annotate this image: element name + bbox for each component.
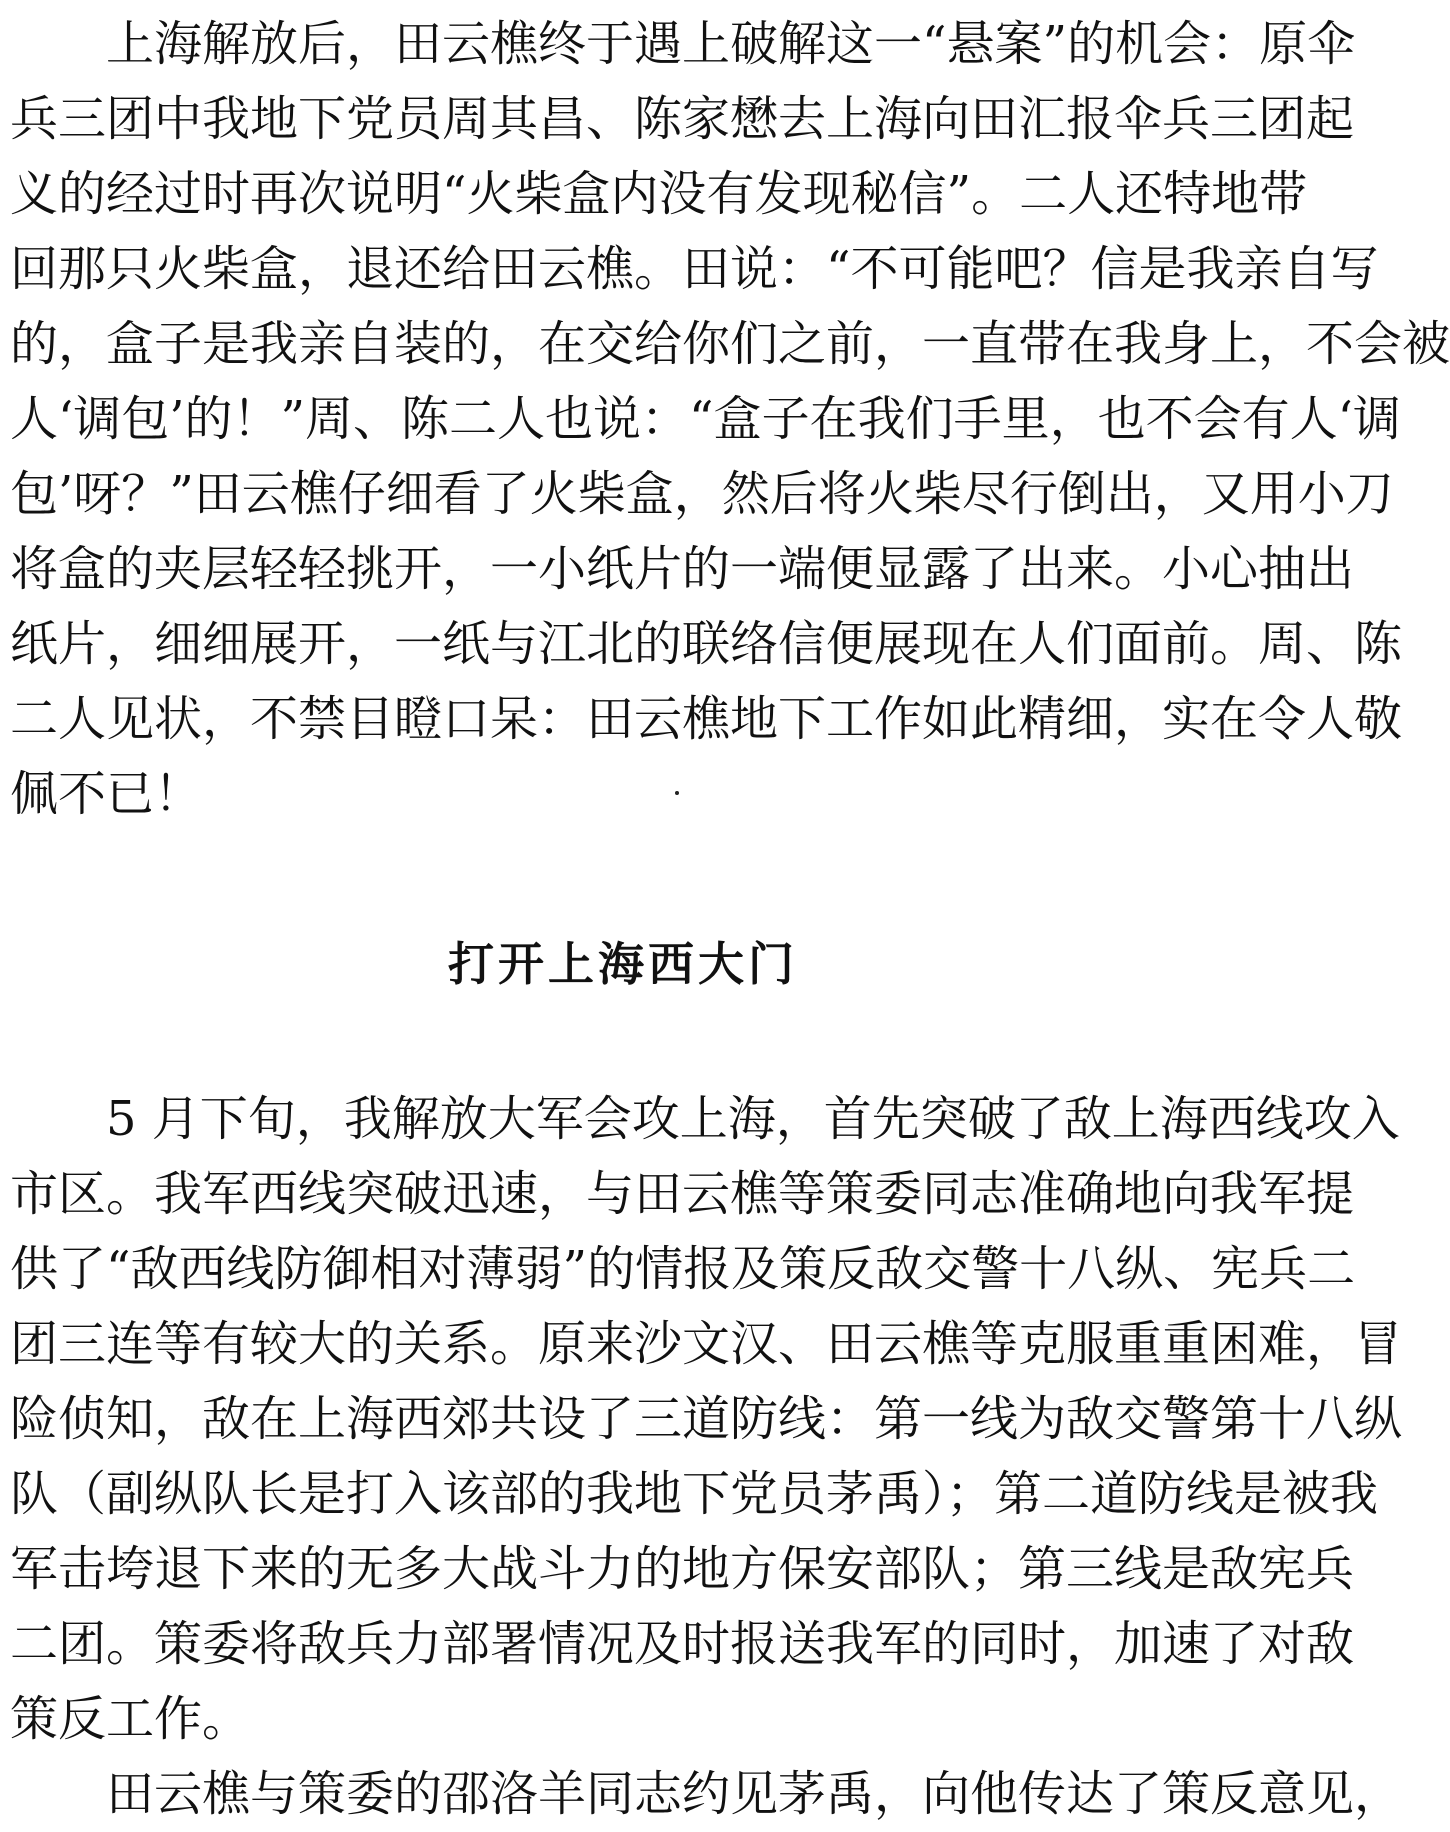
text-line: 人‘调包’的！”周、陈二人也说：“盒子在我们手里，也不会有人‘调 (10, 391, 1401, 447)
text-line: 策反工作。 (10, 1691, 251, 1747)
text-line: 队（副纵队长是打入该部的我地下党员茅禹）；第二道防线是被我 (10, 1466, 1379, 1522)
section-heading: 打开上海西大门 (448, 937, 798, 991)
text-line: 田云樵与策委的邵洛羊同志约见茅禹，向他传达了策反意见， (10, 1766, 1403, 1822)
text-line: 佩不已！ (10, 766, 203, 822)
text-line: 供了“敌西线防御相对薄弱”的情报及策反敌交警十八纵、宪兵二 (10, 1241, 1356, 1297)
text-line: 军击垮退下来的无多大战斗力的地方保安部队；第三线是敌宪兵 (10, 1541, 1355, 1597)
text-line: 团三连等有较大的关系。原来沙文汉、田云樵等克服重重困难，冒 (10, 1316, 1403, 1372)
text-line: 包’呀？”田云樵仔细看了火柴盒，然后将火柴尽行倒出，又用小刀 (10, 466, 1394, 522)
print-speck (675, 791, 679, 795)
text-line: 义的经过时再次说明“火柴盒内没有发现秘信”。二人还特地带 (10, 166, 1308, 222)
document-page (10, 6, 1450, 1826)
text-line: 将盒的夹层轻轻挑开，一小纸片的一端便显露了出来。小心抽出 (10, 541, 1355, 597)
text-line: 回那只火柴盒，退还给田云樵。田说：“不可能吧？信是我亲自写 (10, 241, 1379, 297)
text-line: 纸片，细细展开，一纸与江北的联络信便展现在人们面前。周、陈 (10, 616, 1403, 672)
text-line: 兵三团中我地下党员周其昌、陈家懋去上海向田汇报伞兵三团起 (10, 91, 1355, 147)
text-line: 的，盒子是我亲自装的，在交给你们之前，一直带在我身上，不会被 (10, 316, 1450, 372)
text-line: 市区。我军西线突破迅速，与田云樵等策委同志准确地向我军提 (10, 1166, 1355, 1222)
text-line: 二人见状，不禁目瞪口呆：田云樵地下工作如此精细，实在令人敬 (10, 691, 1403, 747)
text-line: 5 月下旬，我解放大军会攻上海，首先突破了敌上海西线攻入 (10, 1091, 1400, 1147)
text-line: 二团。策委将敌兵力部署情况及时报送我军的同时，加速了对敌 (10, 1616, 1355, 1672)
text-line: 上海解放后，田云樵终于遇上破解这一“悬案”的机会：原伞 (10, 16, 1356, 72)
text-line: 险侦知，敌在上海西郊共设了三道防线：第一线为敌交警第十八纵 (10, 1391, 1403, 1447)
